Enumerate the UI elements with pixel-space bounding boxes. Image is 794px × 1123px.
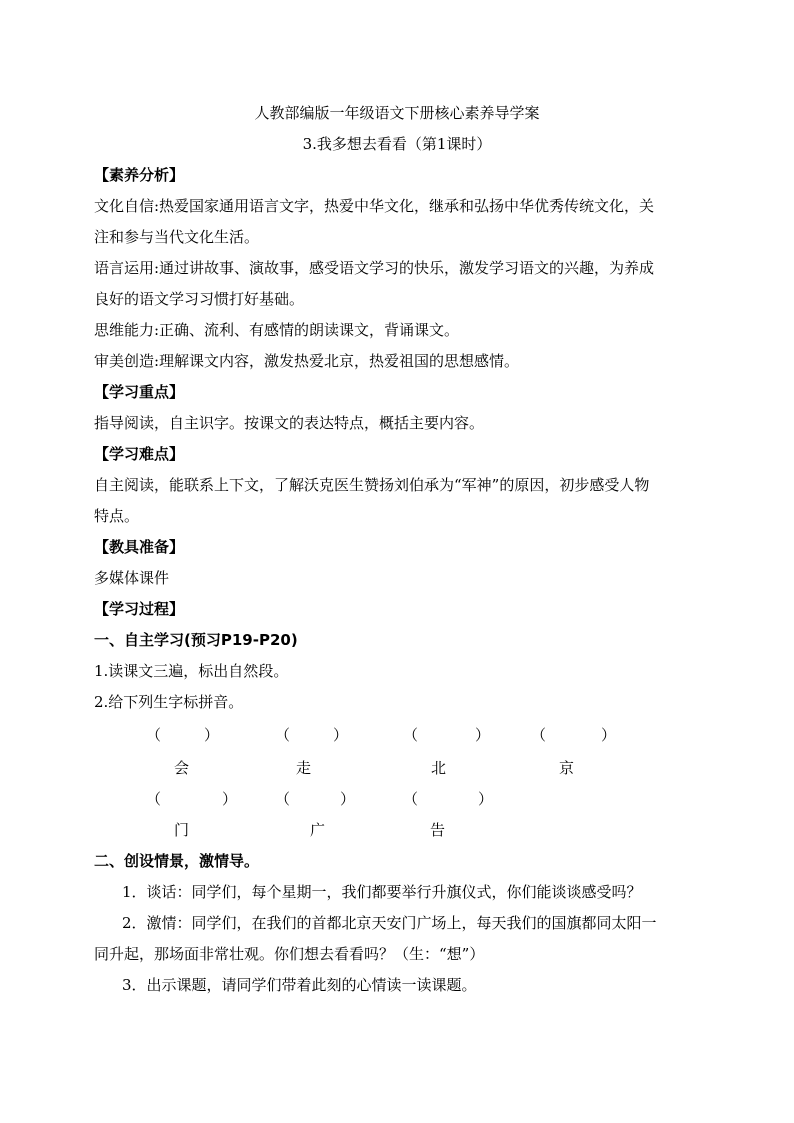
paragraph-key-points: 指导阅读，自主识字。按课文的表达特点，概括主要内容。 [94, 414, 485, 432]
step-1: 1．谈话：同学们，每个星期一，我们都要举行升旗仪式，你们能谈谈感受吗？ [122, 883, 642, 901]
step-3: 3．出示课题，请同学们带着此刻的心情读一读课题。 [122, 976, 477, 994]
pinyin-paren-open: （ [146, 726, 162, 744]
paragraph-thinking: 思维能力:正确、流利、有感情的朗读课文，背诵课文。 [94, 321, 460, 339]
paragraph-difficulties-line2: 特点。 [94, 507, 140, 525]
paragraph-materials: 多媒体课件 [94, 569, 170, 587]
pinyin-paren-open: （ [275, 790, 291, 808]
part2-title: 二、创设情景，激情导。 [94, 852, 260, 870]
step-2-line1: 2．激情：同学们，在我们的首都北京天安门广场上，每天我们的国旗都同太阳一 [122, 914, 657, 932]
paragraph-language-line2: 良好的语文学习习惯打好基础。 [94, 290, 305, 308]
pinyin-paren-close: ） [478, 790, 494, 808]
character-item: 走 [296, 759, 312, 777]
character-item: 京 [559, 759, 575, 777]
question-2: 2.给下列生字标拼音。 [94, 693, 244, 711]
pinyin-paren-close: ） [222, 790, 238, 808]
character-item: 会 [174, 759, 190, 777]
pinyin-paren-open: （ [531, 726, 547, 744]
paragraph-difficulties-line1: 自主阅读，能联系上下文，了解沃克医生赞扬刘伯承为“军神”的原因，初步感受人物 [94, 476, 650, 494]
document-title: 人教部编版一年级语文下册核心素养导学案 [254, 104, 540, 122]
pinyin-paren-open: （ [146, 790, 162, 808]
section-heading-key-points: 【学习重点】 [94, 383, 185, 401]
pinyin-paren-close: ） [204, 726, 220, 744]
step-2-line2: 同升起，那场面非常壮观。你们想去看看吗？（生：“想”） [94, 945, 485, 963]
pinyin-paren-open: （ [403, 726, 419, 744]
paragraph-culture-line1: 文化自信:热爱国家通用语言文字，热爱中华文化，继承和弘扬中华优秀传统文化，关 [94, 197, 655, 215]
section-heading-process: 【学习过程】 [94, 600, 185, 618]
pinyin-paren-close: ） [475, 726, 491, 744]
section-heading-materials: 【教具准备】 [94, 538, 185, 556]
character-item: 北 [431, 759, 447, 777]
character-item: 门 [174, 821, 190, 839]
section-heading-difficulties: 【学习难点】 [94, 445, 185, 463]
part1-title: 一、自主学习(预习P19-P20) [94, 631, 298, 649]
section-heading-literacy: 【素养分析】 [94, 166, 185, 184]
pinyin-paren-open: （ [403, 790, 419, 808]
paragraph-culture-line2: 注和参与当代文化生活。 [94, 228, 260, 246]
paragraph-aesthetic: 审美创造:理解课文内容，激发热爱北京，热爱祖国的思想感情。 [94, 352, 520, 370]
question-1: 1.读课文三遍，标出自然段。 [94, 662, 289, 680]
lesson-subtitle: 3.我多想去看看（第1课时） [302, 135, 492, 153]
pinyin-paren-close: ） [333, 726, 349, 744]
pinyin-paren-close: ） [340, 790, 356, 808]
character-item: 告 [430, 821, 446, 839]
paragraph-language-line1: 语言运用:通过讲故事、演故事，感受语文学习的快乐，激发学习语文的兴趣，为养成 [94, 259, 655, 277]
pinyin-paren-close: ） [601, 726, 617, 744]
character-item: 广 [310, 821, 326, 839]
pinyin-paren-open: （ [275, 726, 291, 744]
